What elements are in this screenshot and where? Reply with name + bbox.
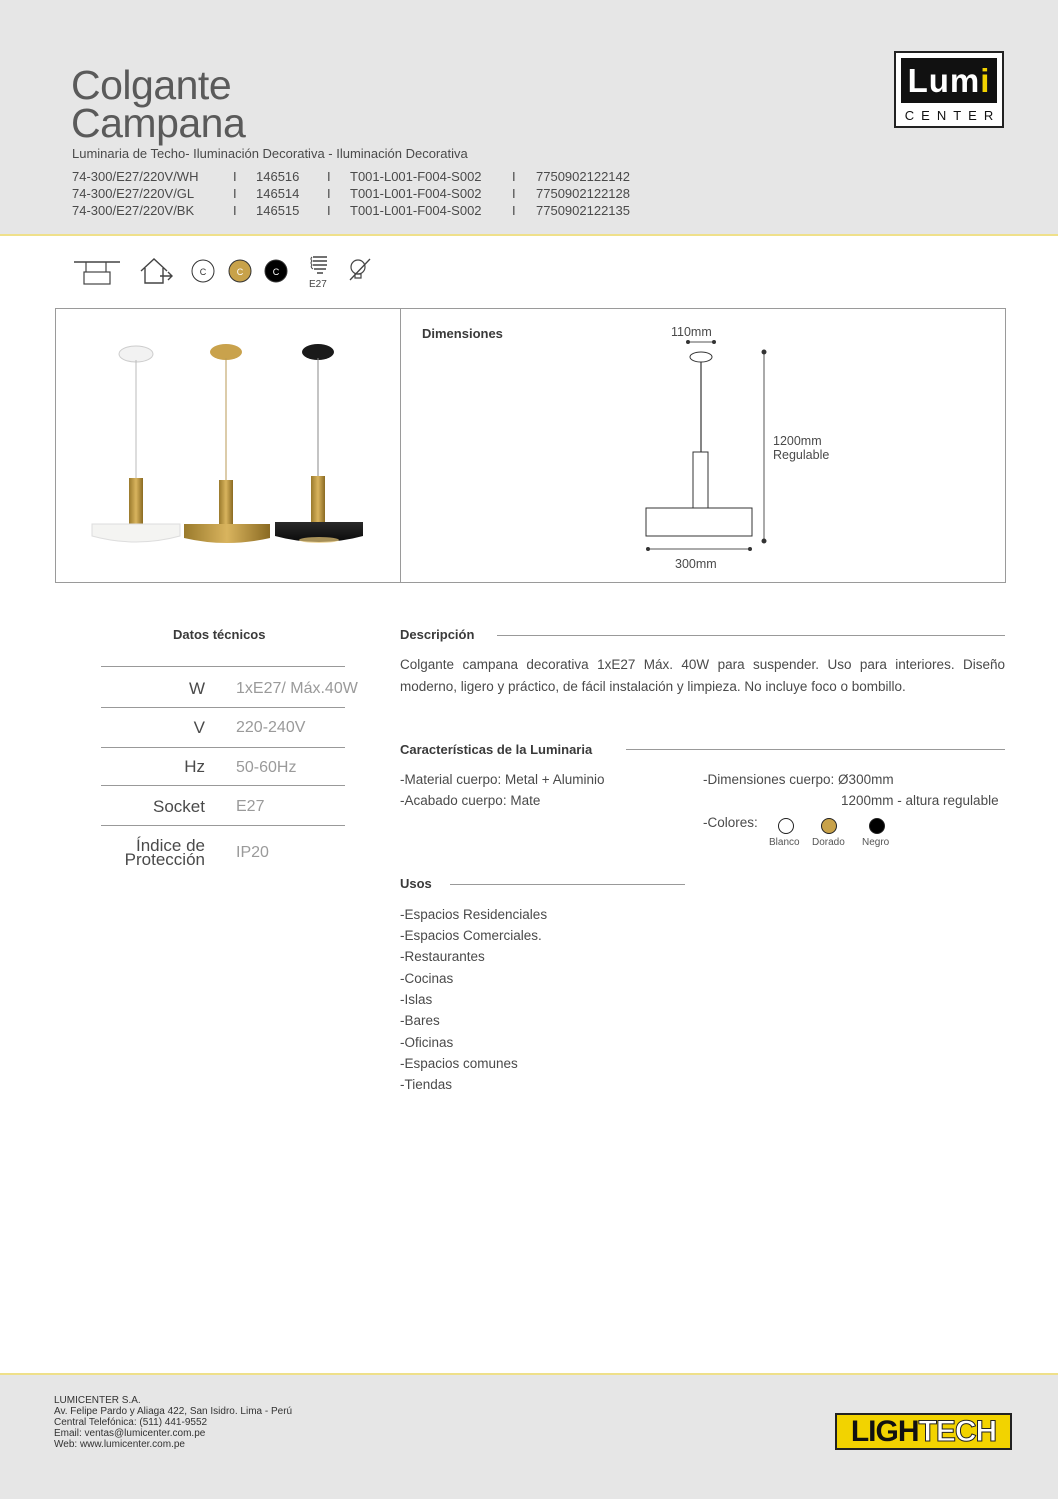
model-code: 74-300/E27/220V/WH (72, 169, 199, 184)
logo-mark: Lumi (901, 58, 997, 103)
bottom-width-label: 300mm (675, 557, 717, 571)
divider (101, 785, 345, 786)
black-color-icon (263, 258, 289, 284)
model-code: 74-300/E27/220V/GL (72, 186, 195, 201)
pendant-icon (72, 258, 122, 288)
list-item: -Cocinas (400, 971, 454, 986)
ref-code: T001-L001-F004-S002 (350, 169, 482, 184)
description-heading: Descripción (400, 627, 475, 642)
divider (101, 747, 345, 748)
divider (450, 884, 685, 885)
page-subtitle: Luminaria de Techo- Iluminación Decorativa - Iluminación Decorativa (72, 146, 468, 161)
swatch-label: Blanco (769, 837, 800, 848)
product-photo (86, 336, 376, 556)
adjustable-height-text: 1200mm - altura regulable (841, 793, 999, 808)
separator: I (233, 186, 237, 201)
tech-label: V (193, 718, 205, 737)
tech-value: E27 (236, 798, 265, 815)
colors-label: -Colores: (703, 815, 758, 830)
list-item: -Restaurantes (400, 949, 485, 964)
white-swatch (778, 818, 794, 834)
ean-code: 7750902122142 (536, 169, 630, 184)
title-line-1: Colgante (71, 62, 232, 108)
tech-value: 50-60Hz (236, 759, 297, 776)
list-item: -Espacios comunes (400, 1056, 518, 1071)
gold-lamp (184, 344, 270, 543)
no-bulb-included-icon (346, 256, 374, 284)
company-name: LUMICENTER S.A. (54, 1395, 141, 1406)
e27-label: E27 (309, 279, 327, 290)
tech-label: W (188, 679, 205, 698)
separator: I (512, 186, 516, 201)
gold-swatch (821, 818, 837, 834)
tech-label: Índice de Protección (124, 836, 205, 869)
title-line-2: Campana (71, 100, 246, 146)
ean-code: 7750902122128 (536, 186, 630, 201)
logo-subtext: CENTER (904, 108, 1001, 123)
lightech-logo (835, 1413, 1012, 1450)
characteristics-heading: Características de la Luminaria (400, 742, 593, 757)
swatch-label: Negro (862, 837, 890, 848)
white-lamp (92, 346, 180, 542)
height-label: 1200mm (773, 434, 822, 448)
ref-code: T001-L001-F004-S002 (350, 203, 482, 218)
list-item: -Bares (400, 1013, 440, 1028)
ref-code: T001-L001-F004-S002 (350, 186, 482, 201)
separator: I (233, 203, 237, 218)
black-lamp (275, 344, 363, 543)
svg-text:C: C (272, 267, 280, 277)
uses-heading: Usos (400, 876, 432, 891)
lightech-wordmark: LIGHTECH (850, 1415, 997, 1448)
material-text: -Material cuerpo: Metal + Aluminio (400, 772, 605, 787)
list-item: -Espacios Residenciales (400, 907, 548, 922)
height-note: Regulable (773, 448, 830, 462)
tech-data-heading: Datos técnicos (173, 627, 266, 642)
divider (626, 749, 1005, 750)
list-item: -Islas (400, 992, 433, 1007)
description-line-2: moderno, ligero y práctico, de fácil instalación y limpieza. No incluye foco o bombillo. (400, 679, 906, 694)
divider (101, 666, 345, 667)
separator: I (327, 186, 331, 201)
separator: I (327, 203, 331, 218)
ean-code: 7750902122135 (536, 203, 630, 218)
separator: I (512, 169, 516, 184)
company-address: Av. Felipe Pardo y Aliaga 422, San Isidro. Lima - Perú (54, 1406, 293, 1417)
company-web: Web: www.lumicenter.com.pe (54, 1439, 185, 1450)
list-item: -Espacios Comerciales. (400, 928, 542, 943)
sku-code: 146514 (256, 186, 300, 201)
svg-text:C: C (199, 267, 207, 277)
svg-text:C: C (236, 267, 244, 277)
model-code: 74-300/E27/220V/BK (72, 203, 195, 218)
top-width-label: 110mm (671, 325, 712, 339)
sku-code: 146516 (256, 169, 300, 184)
page-title (71, 62, 246, 146)
list-item: -Oficinas (400, 1035, 454, 1050)
tech-value: 1xE27/ Máx.40W (236, 680, 358, 697)
tech-label: Socket (153, 797, 205, 816)
separator: I (233, 169, 237, 184)
sku-code: 146515 (256, 203, 300, 218)
swatch-label: Dorado (812, 837, 845, 848)
finish-text: -Acabado cuerpo: Mate (400, 793, 541, 808)
tech-label: Hz (184, 757, 205, 776)
divider (101, 825, 345, 826)
indoor-house-icon (138, 256, 176, 286)
dimensions-heading: Dimensiones (422, 326, 503, 341)
divider (101, 707, 345, 708)
separator: I (512, 203, 516, 218)
lumicenter-logo (894, 51, 1004, 128)
separator: I (327, 169, 331, 184)
company-phone: Central Telefónica: (511) 441-9552 (54, 1417, 208, 1428)
divider (497, 635, 1005, 636)
tech-value: 220-240V (236, 719, 306, 736)
frame-divider (400, 308, 401, 583)
body-dimensions-text: -Dimensiones cuerpo: Ø300mm (703, 772, 894, 787)
black-swatch (869, 818, 885, 834)
white-color-icon (190, 258, 216, 284)
gold-color-icon (227, 258, 253, 284)
company-email: Email: ventas@lumicenter.com.pe (54, 1428, 206, 1439)
list-item: -Tiendas (400, 1077, 453, 1092)
dimension-drawing (636, 336, 776, 558)
e27-bulb-icon (309, 255, 331, 277)
tech-value: IP20 (236, 844, 269, 861)
description-line-1: Colgante campana decorativa 1xE27 Máx. 40W para suspender. Uso para interiores. Diseño (400, 657, 1005, 672)
